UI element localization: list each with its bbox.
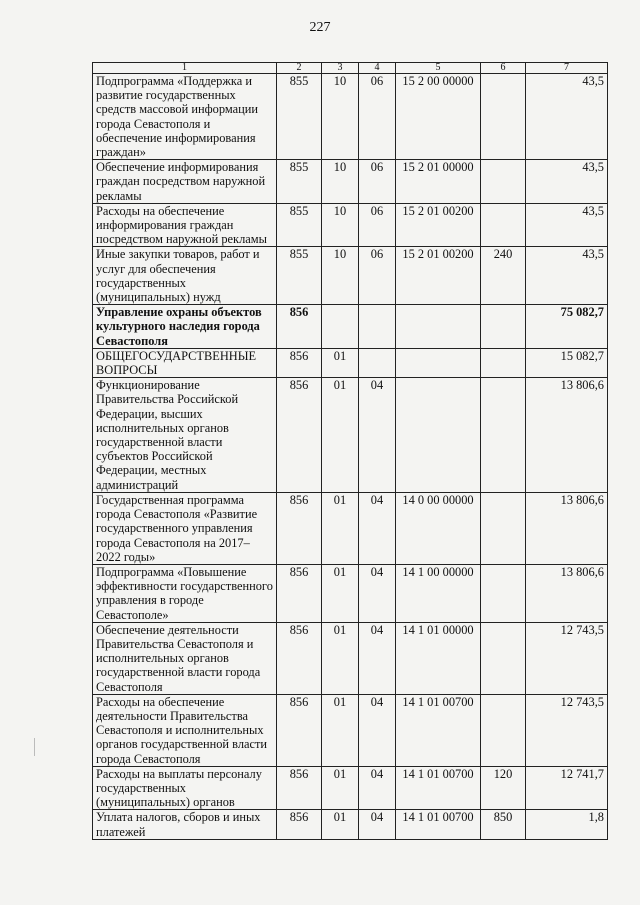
table-row <box>93 810 608 839</box>
row-vr-cell: 240 <box>481 247 526 305</box>
row-pr-cell: 06 <box>359 203 396 247</box>
column-header: 6 <box>481 63 526 74</box>
row-sum-cell: 12 743,5 <box>526 694 608 766</box>
row-sum-cell: 1,8 <box>526 810 608 839</box>
row-vr-cell <box>481 694 526 766</box>
row-pr-cell: 04 <box>359 622 396 694</box>
column-number-row <box>93 63 608 74</box>
row-sum-cell: 12 743,5 <box>526 622 608 694</box>
row-sum-cell: 13 806,6 <box>526 492 608 564</box>
row-vr-cell <box>481 203 526 247</box>
row-vr-cell: 120 <box>481 766 526 810</box>
row-rz-cell: 10 <box>322 203 359 247</box>
row-rz-cell: 01 <box>322 810 359 839</box>
row-name-cell: Расходы на выплаты персоналу государственных (муниципальных) органов <box>93 766 277 810</box>
row-rz-cell: 01 <box>322 766 359 810</box>
row-csr-cell: 15 2 00 00000 <box>396 74 481 160</box>
table-row <box>93 348 608 377</box>
column-header: 1 <box>93 63 277 74</box>
row-sum-cell: 43,5 <box>526 203 608 247</box>
row-sum-cell: 75 082,7 <box>526 305 608 349</box>
budget-table <box>92 62 608 840</box>
row-name-cell: Уплата налогов, сборов и иных платежей <box>93 810 277 839</box>
row-gr-cell: 856 <box>277 378 322 493</box>
row-csr-cell <box>396 378 481 493</box>
table-row <box>93 564 608 622</box>
row-name-cell: Обеспечение информирования граждан посредством наружной рекламы <box>93 160 277 204</box>
row-pr-cell: 06 <box>359 247 396 305</box>
row-name-cell: Расходы на обеспечение деятельности Правительства Севастополя и исполнительных органов государственной власти города Севастополя <box>93 694 277 766</box>
row-csr-cell: 15 2 01 00200 <box>396 247 481 305</box>
row-gr-cell: 855 <box>277 247 322 305</box>
row-rz-cell: 10 <box>322 74 359 160</box>
column-header: 7 <box>526 63 608 74</box>
table-row <box>93 203 608 247</box>
row-csr-cell: 14 1 01 00700 <box>396 766 481 810</box>
row-sum-cell: 15 082,7 <box>526 348 608 377</box>
row-sum-cell: 13 806,6 <box>526 564 608 622</box>
row-csr-cell: 14 0 00 00000 <box>396 492 481 564</box>
row-vr-cell <box>481 378 526 493</box>
column-header: 5 <box>396 63 481 74</box>
row-vr-cell <box>481 160 526 204</box>
row-sum-cell: 43,5 <box>526 74 608 160</box>
row-rz-cell: 01 <box>322 622 359 694</box>
table-row <box>93 694 608 766</box>
row-csr-cell: 15 2 01 00200 <box>396 203 481 247</box>
row-sum-cell: 43,5 <box>526 160 608 204</box>
row-vr-cell <box>481 305 526 349</box>
page-number: 227 <box>309 20 331 35</box>
row-csr-cell: 14 1 01 00700 <box>396 810 481 839</box>
row-name-cell: Обеспечение деятельности Правительства Севастополя и исполнительных органов государственной власти города Севастополя <box>93 622 277 694</box>
column-header: 3 <box>322 63 359 74</box>
table-row <box>93 378 608 493</box>
row-vr-cell: 850 <box>481 810 526 839</box>
row-vr-cell <box>481 622 526 694</box>
table-row <box>93 766 608 810</box>
row-gr-cell: 856 <box>277 622 322 694</box>
row-pr-cell <box>359 305 396 349</box>
row-rz-cell: 01 <box>322 564 359 622</box>
table-row <box>93 622 608 694</box>
row-name-cell: Функционирование Правительства Российской Федерации, высших исполнительных органов государственной власти субъектов Российской Федерации, местных администраций <box>93 378 277 493</box>
row-vr-cell <box>481 348 526 377</box>
row-gr-cell: 855 <box>277 160 322 204</box>
column-header: 4 <box>359 63 396 74</box>
row-name-cell: ОБЩЕГОСУДАРСТВЕННЫЕ ВОПРОСЫ <box>93 348 277 377</box>
row-csr-cell: 15 2 01 00000 <box>396 160 481 204</box>
row-pr-cell: 06 <box>359 160 396 204</box>
table-row <box>93 492 608 564</box>
row-csr-cell: 14 1 01 00000 <box>396 622 481 694</box>
row-pr-cell: 06 <box>359 74 396 160</box>
row-sum-cell: 43,5 <box>526 247 608 305</box>
row-sum-cell: 13 806,6 <box>526 378 608 493</box>
row-sum-cell: 12 741,7 <box>526 766 608 810</box>
row-gr-cell: 856 <box>277 694 322 766</box>
row-csr-cell <box>396 305 481 349</box>
row-name-cell: Расходы на обеспечение информирования граждан посредством наружной рекламы <box>93 203 277 247</box>
column-header: 2 <box>277 63 322 74</box>
row-pr-cell: 04 <box>359 694 396 766</box>
table-row <box>93 247 608 305</box>
row-pr-cell: 04 <box>359 492 396 564</box>
row-gr-cell: 856 <box>277 766 322 810</box>
row-pr-cell: 04 <box>359 766 396 810</box>
row-name-cell: Государственная программа города Севастополя «Развитие государственного управления города Севастополя на 2017–2022 годы» <box>93 492 277 564</box>
row-name-cell: Подпрограмма «Поддержка и развитие государственных средств массовой информации города Севастополя и обеспечение информирования граждан» <box>93 74 277 160</box>
table-row <box>93 305 608 349</box>
row-rz-cell: 01 <box>322 378 359 493</box>
row-vr-cell <box>481 564 526 622</box>
row-name-cell: Иные закупки товаров, работ и услуг для обеспечения государственных (муниципальных) нужд <box>93 247 277 305</box>
row-name-cell: Подпрограмма «Повышение эффективности государственного управления в городе Севастополе» <box>93 564 277 622</box>
row-rz-cell: 01 <box>322 348 359 377</box>
row-gr-cell: 855 <box>277 74 322 160</box>
row-gr-cell: 856 <box>277 564 322 622</box>
row-pr-cell: 04 <box>359 564 396 622</box>
row-name-cell: Управление охраны объектов культурного наследия города Севастополя <box>93 305 277 349</box>
row-rz-cell: 10 <box>322 247 359 305</box>
table-row <box>93 74 608 160</box>
row-gr-cell: 856 <box>277 348 322 377</box>
margin-mark <box>34 738 37 756</box>
row-csr-cell <box>396 348 481 377</box>
table-row <box>93 160 608 204</box>
row-rz-cell: 10 <box>322 160 359 204</box>
row-pr-cell: 04 <box>359 378 396 493</box>
row-csr-cell: 14 1 00 00000 <box>396 564 481 622</box>
row-pr-cell <box>359 348 396 377</box>
row-gr-cell: 856 <box>277 492 322 564</box>
row-gr-cell: 856 <box>277 305 322 349</box>
row-csr-cell: 14 1 01 00700 <box>396 694 481 766</box>
row-pr-cell: 04 <box>359 810 396 839</box>
row-gr-cell: 856 <box>277 810 322 839</box>
row-gr-cell: 855 <box>277 203 322 247</box>
row-vr-cell <box>481 492 526 564</box>
row-rz-cell: 01 <box>322 694 359 766</box>
row-vr-cell <box>481 74 526 160</box>
row-rz-cell: 01 <box>322 492 359 564</box>
row-rz-cell <box>322 305 359 349</box>
